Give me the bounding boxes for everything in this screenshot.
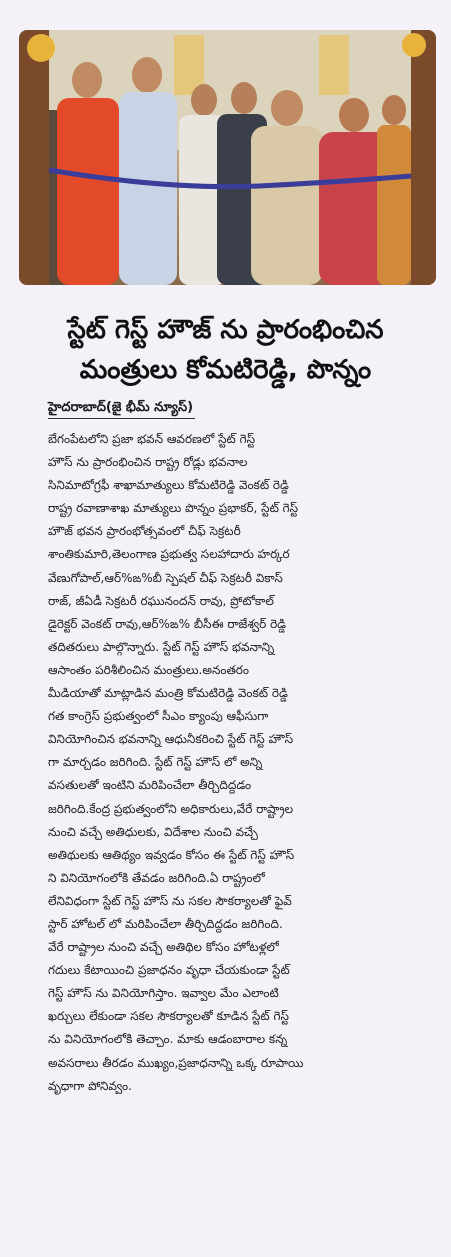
article-line: సినిమాటోగ్రఫీ శాఖామాత్యులు కోమటిరెడ్డి వెంకట్ రెడ్డి <box>48 478 289 493</box>
article-line: ఆసాంతం పరిశీలించిన మంత్రులు.అనంతరం <box>48 662 249 677</box>
article-line: శాంతికుమారి,తెలంగాణ ప్రభుత్వ సలహాదారు హర్కర <box>48 547 290 562</box>
article-line: గత కాంగ్రెస్ ప్రభుత్వంలో సీఎం క్యాంపు ఆఫీసుగా <box>48 709 269 724</box>
article-line: హౌస్ ను ప్రారంభించిన రాష్ట్ర రోడ్లు భవనాల <box>48 455 248 470</box>
article-line: లేనివిధంగా స్టేట్ గెస్ట్ హౌస్ ను సకల సౌకర్యాలతో ఫైవ్ <box>48 893 292 908</box>
article-line: అవసరాలు తీరడం ముఖ్యం,ప్రజాధనాన్ని ఒక్క రూపాయి <box>48 1055 304 1070</box>
article-body <box>48 428 416 1098</box>
article-line: వినియోగించిన భవనాన్ని ఆధునీకరించి స్టేట్ గెస్ట్ హౌస్ <box>48 732 294 747</box>
article-line: గా మార్చడం జరిగింది. స్టేట్ గెస్ట్ హౌస్ లో అన్ని <box>48 755 263 770</box>
article-line: అతిథులకు ఆతిథ్యం ఇవ్వడం కోసం ఈ స్టేట్ గెస్ట్ హౌస్ <box>48 847 295 862</box>
article-line: వసతులతో ఇంటిని మరిపించేలా తీర్చిదిద్దడం <box>48 778 252 793</box>
article-line: వేరే రాష్ట్రాల నుంచి వచ్చే అతిథిల కోసం హోటళ్లలో <box>48 940 279 955</box>
article-line: ను వినియోగంలోకి తెచ్చాం. మాకు ఆడంబారాల కన్న <box>48 1032 288 1047</box>
photo-illustration <box>19 30 436 285</box>
article-line: గదులు కేటాయించి ప్రజాధనం వృధా చేయకుండా స్టేట్ <box>48 963 290 978</box>
article-line: గెస్ట్ హౌస్ ను వినియోగిస్తాం. ఇవ్వాల మేం ఎలాంటి <box>48 986 279 1001</box>
headline-line-1: స్టేట్ గెస్ట్ హౌజ్ ను ప్రారంభించిన <box>67 315 384 345</box>
headline <box>10 310 441 390</box>
article-line: వేణుగోపాల్,ఆర్%ఙ%బీ స్పెషల్ చీఫ్ సెక్రటరీ వికాస్ <box>48 570 283 585</box>
article-line: డైరెక్టర్ వెంకట్ రావు,ఆర్%ఙ% బీసీఈ రాజేశ్వర్ రెడ్డి <box>48 616 287 631</box>
article-line: హౌజ్ భవన ప్రారంభోత్సవంలో చీఫ్ సెక్రటరీ <box>48 524 241 539</box>
article-line: రాజ్, జీఏడీ సెక్రటరీ రఘునందన్ రావు, ప్రోటోకాల్ <box>48 593 274 608</box>
ribbon-cutting-photo <box>19 30 436 285</box>
article-line: జరిగింది.కేంద్ర ప్రభుత్వంలోని అధికారులు,వేరే రాష్ట్రాల <box>48 801 294 816</box>
article-line: స్టార్ హోటల్ లో మరిపించేలా తీర్చిదిద్దడం జరిగింది. <box>48 916 283 931</box>
article-line: తదితరులు పాల్గొన్నారు. స్టేట్ గెస్ట్ హౌస్ భవనాన్ని <box>48 639 275 654</box>
article-line: రాష్ట్ర రవాణాశాఖ మాత్యులు పొన్నం ప్రభాకర్, స్టేట్ గెస్ట్ <box>48 501 299 516</box>
article-line: నుంచి వచ్చే అతిధులకు, విదేశాల నుంచి వచ్చే <box>48 824 258 839</box>
article-line: ఖర్చులు లేకుండా సకల సౌకర్యాలతో కూడిన స్టేట్ గెస్ట్ <box>48 1009 289 1024</box>
headline-line-2: మంత్రులు కోమటిరెడ్డి, పొన్నం <box>79 355 372 385</box>
article-line: మీడియాతో మాట్లాడిన మంత్రి కోమటిరెడ్డి వెంకట్ రెడ్డి <box>48 686 288 701</box>
article-line: ని వినియోగంలోకి తేవడం జరిగింది.ఏ రాష్ట్రంలో <box>48 870 265 885</box>
article-line: వృధాగా పోనివ్వం. <box>48 1078 132 1093</box>
article-line: బేగంపేటలోని ప్రజా భవన్ ఆవరణలో స్టేట్ గెస్ట్ <box>48 432 256 446</box>
dateline: హైదరాబాద్(జై భీమ్ న్యూస్) <box>48 398 195 419</box>
